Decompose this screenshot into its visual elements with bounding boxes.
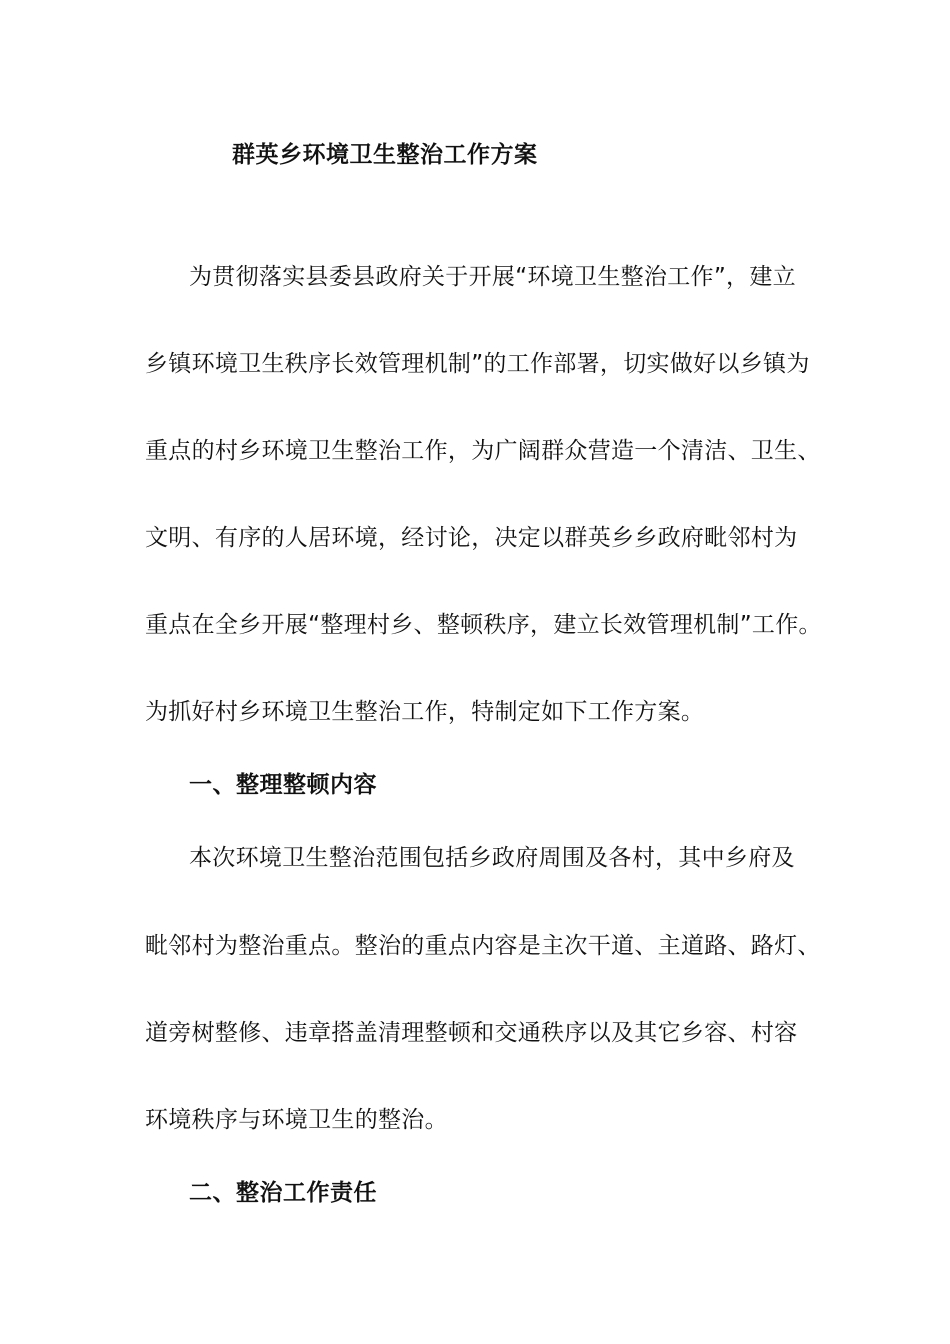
- section-heading-responsibility: 二、整治工作责任: [189, 1180, 377, 1206]
- section-heading-content: 一、整理整顿内容: [189, 772, 377, 798]
- paragraph-line: 重点在全乡开展“整理村乡、整顿秩序，建立长效管理机制”工作。: [145, 612, 822, 638]
- paragraph-line: 重点的村乡环境卫生整治工作，为广阔群众营造一个清洁、卫生、: [145, 438, 821, 464]
- paragraph-line: 毗邻村为整治重点。整治的重点内容是主次干道、主道路、路灯、: [145, 933, 821, 959]
- paragraph-line: 为抓好村乡环境卫生整治工作，特制定如下工作方案。: [145, 699, 705, 725]
- paragraph-line: 为贯彻落实县委县政府关于开展“环境卫生整治工作”，建立: [189, 264, 796, 290]
- document-title: 群英乡环境卫生整治工作方案: [232, 142, 538, 168]
- paragraph-line: 文明、有序的人居环境，经讨论，决定以群英乡乡政府毗邻村为: [145, 525, 798, 551]
- paragraph-line: 道旁树整修、违章搭盖清理整顿和交通秩序以及其它乡容、村容: [145, 1020, 798, 1046]
- paragraph-line: 本次环境卫生整治范围包括乡政府周围及各村，其中乡府及: [189, 845, 795, 871]
- paragraph-line: 乡镇环境卫生秩序长效管理机制”的工作部署，切实做好以乡镇为: [145, 351, 810, 377]
- paragraph-line: 环境秩序与环境卫生的整治。: [145, 1107, 448, 1133]
